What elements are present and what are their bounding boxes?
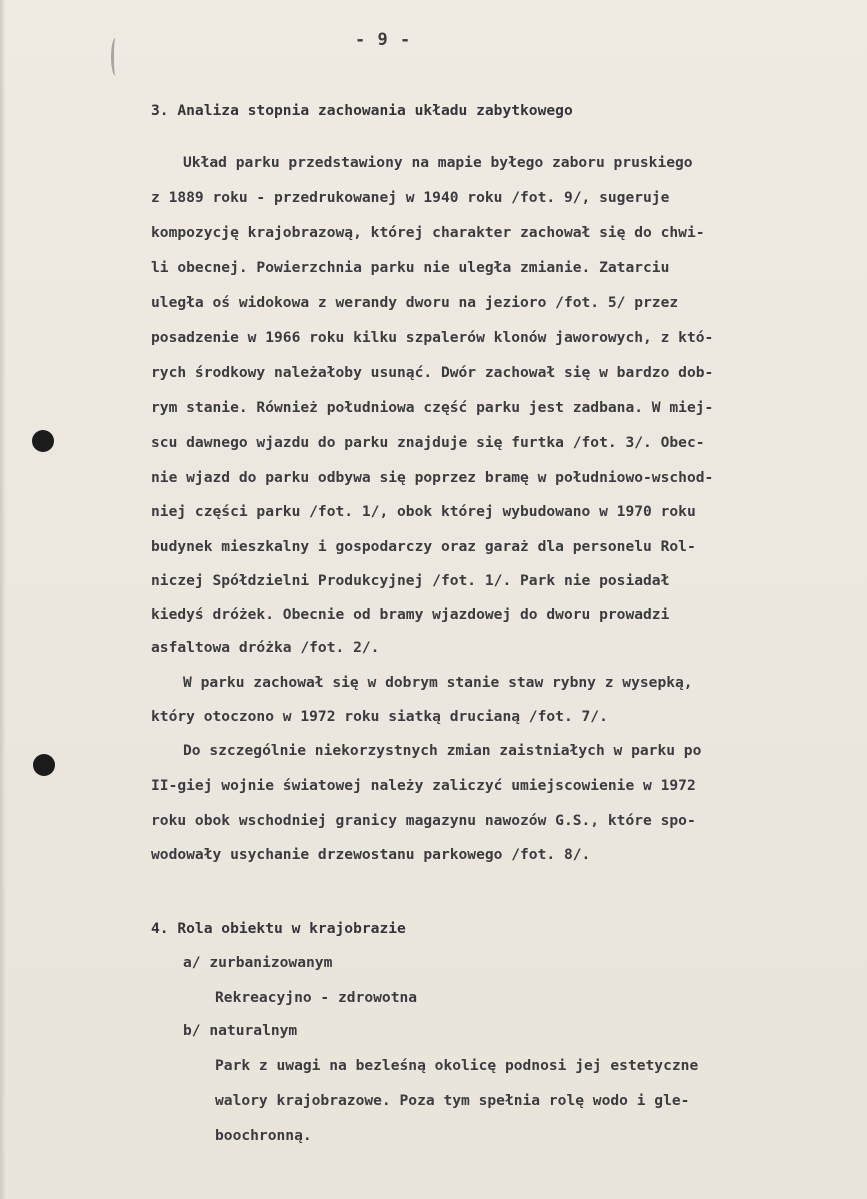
section-heading: 4. Rola obiektu w krajobrazie <box>151 920 406 937</box>
paragraph-line: rych środkowy należałoby usunąć. Dwór zachował się w bardzo dob- <box>151 364 714 381</box>
paragraph-line: II-giej wojnie światowej należy zaliczyć umiejscowienie w 1972 <box>151 777 696 794</box>
section-heading: 3. Analiza stopnia zachowania układu zabytkowego <box>151 102 573 119</box>
paragraph-line: li obecnej. Powierzchnia parku nie uległa zmianie. Zatarciu <box>151 259 670 276</box>
paragraph-line: nie wjazd do parku odbywa się poprzez bramę w południowo-wschod- <box>151 469 714 486</box>
list-item-text: Park z uwagi na bezleśną okolicę podnosi jej estetyczne <box>215 1057 699 1074</box>
paragraph-line: wodowały usychanie drzewostanu parkowego /fot. 8/. <box>151 846 591 863</box>
pencil-mark <box>111 38 120 76</box>
paragraph-line: Układ parku przedstawiony na mapie byłego zaboru pruskiego <box>183 154 693 171</box>
paragraph-line: asfaltowa dróżka /fot. 2/. <box>151 639 380 656</box>
list-item-label: b/ naturalnym <box>183 1022 298 1039</box>
paragraph-line: rym stanie. Również południowa część parku jest zadbana. W miej- <box>151 399 714 416</box>
paragraph-line: uległa oś widokowa z werandy dworu na jezioro /fot. 5/ przez <box>151 294 679 311</box>
paragraph-line: z 1889 roku - przedrukowanej w 1940 roku /fot. 9/, sugeruje <box>151 189 670 206</box>
list-item-label: a/ zurbanizowanym <box>183 954 333 971</box>
paragraph-line: roku obok wschodniej granicy magazynu nawozów G.S., które spo- <box>151 812 696 829</box>
paragraph-line: W parku zachował się w dobrym stanie staw rybny z wysepką, <box>183 674 693 691</box>
paragraph-line: niej części parku /fot. 1/, obok której wybudowano w 1970 roku <box>151 503 696 520</box>
page-number: - 9 - <box>355 30 412 50</box>
list-item-text: Rekreacyjno - zdrowotna <box>215 989 418 1006</box>
punch-hole <box>33 754 55 776</box>
paragraph-line: posadzenie w 1966 roku kilku szpalerów klonów jaworowych, z któ- <box>151 329 714 346</box>
paragraph-line: niczej Spółdzielni Produkcyjnej /fot. 1/. Park nie posiadał <box>151 572 670 589</box>
paragraph-line: który otoczono w 1972 roku siatką drucianą /fot. 7/. <box>151 708 608 725</box>
page-edge-shadow <box>0 0 6 1199</box>
paragraph-line: budynek mieszkalny i gospodarczy oraz garaż dla personelu Rol- <box>151 538 696 555</box>
list-item-text: walory krajobrazowe. Poza tym spełnia rolę wodo i gle- <box>215 1092 690 1109</box>
paragraph-line: kiedyś dróżek. Obecnie od bramy wjazdowej do dworu prowadzi <box>151 606 670 623</box>
paragraph-line: kompozycję krajobrazową, której charakter zachował się do chwi- <box>151 224 705 241</box>
paragraph-line: scu dawnego wjazdu do parku znajduje się furtka /fot. 3/. Obec- <box>151 434 705 451</box>
punch-hole <box>32 430 54 452</box>
list-item-text: boochronną. <box>215 1127 312 1144</box>
paragraph-line: Do szczególnie niekorzystnych zmian zaistniałych w parku po <box>183 742 702 759</box>
